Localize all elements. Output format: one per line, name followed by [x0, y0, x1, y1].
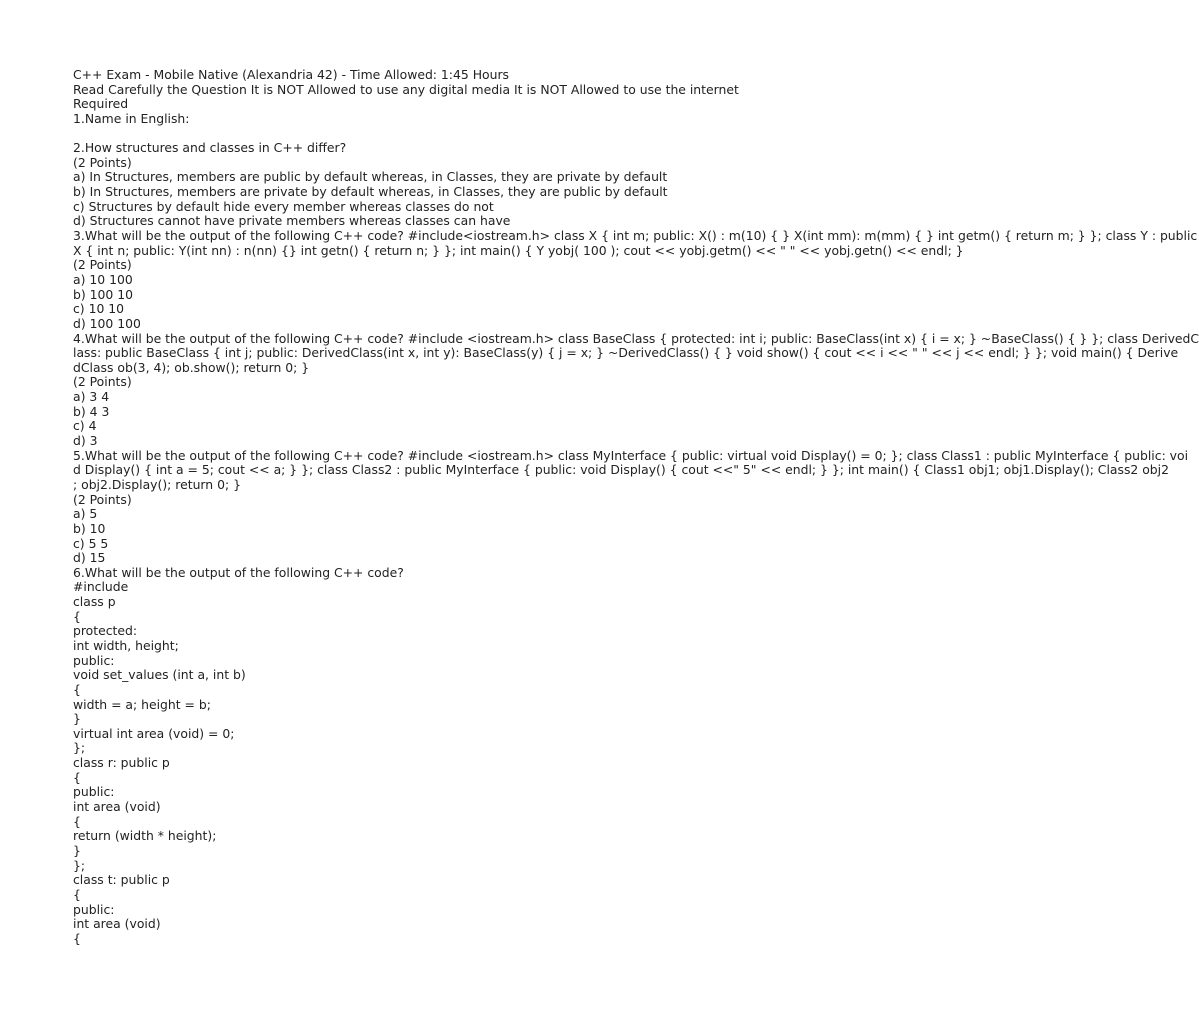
document-line: { — [73, 886, 81, 902]
document-line: int area (void) — [73, 799, 161, 815]
document-line: a) 10 100 — [73, 271, 133, 287]
document-line: b) 4 3 — [73, 403, 110, 419]
document-line: a) 5 — [73, 506, 98, 522]
document-line: int width, height; — [73, 637, 179, 653]
document-line: ; obj2.Display(); return 0; } — [73, 476, 241, 492]
document-line: }; — [73, 857, 86, 873]
document-line: virtual int area (void) = 0; — [73, 725, 235, 741]
exam-document — [73, 67, 1199, 946]
document-line: C++ Exam - Mobile Native (Alexandria 42) - Time Allowed: 1:45 Hours — [73, 67, 509, 82]
document-line: a) In Structures, members are public by default whereas, in Classes, they are private by default — [73, 169, 668, 185]
document-line: void set_values (int a, int b) — [73, 667, 246, 683]
document-line: dClass ob(3, 4); ob.show(); return 0; } — [73, 359, 310, 375]
document-line: { — [73, 608, 81, 624]
document-line: 3.What will be the output of the following C++ code? #include<iostream.h> class X { int m; public: X() : m(10) { } X(int mm): m(mm) { } int getm() { return m; } }; class Y : public — [73, 228, 1198, 244]
document-line: public: — [73, 652, 115, 668]
document-line: d) 100 100 — [73, 315, 141, 331]
document-line: X { int n; public: Y(int nn) : n(nn) {} int getn() { return n; } }; int main() { Y yobj( 100 ); cout << yobj.getm() << " " << yobj.getn() << endl; } — [73, 242, 964, 258]
document-line: public: — [73, 784, 115, 800]
document-line: public: — [73, 901, 115, 917]
document-line: class p — [73, 594, 116, 610]
document-line: protected: — [73, 623, 138, 639]
document-line: Required — [73, 96, 129, 112]
document-line: (2 Points) — [73, 374, 132, 390]
document-line: class t: public p — [73, 872, 170, 888]
document-line: { — [73, 813, 81, 829]
document-line: 5.What will be the output of the following C++ code? #include <iostream.h> class MyInterface { public: virtual void Display() = 0; }; class Class1 : public MyInterface { public: voi — [73, 447, 1189, 463]
document-line: #include — [73, 579, 129, 595]
document-line — [73, 127, 768, 142]
document-line: (2 Points) — [73, 154, 132, 170]
document-line: c) 4 — [73, 418, 97, 434]
document-line: 4.What will be the output of the following C++ code? #include <iostream.h> class BaseClass { protected: int i; public: BaseClass(int x) { i = x; } ~BaseClass() { } }; class DerivedC — [73, 330, 1199, 346]
document-line: { — [73, 930, 81, 946]
document-line: Read Carefully the Question It is NOT Allowed to use any digital media It is NOT Allowed to use the internet — [73, 81, 739, 97]
document-line: c) Structures by default hide every member whereas classes do not — [73, 198, 494, 214]
document-line: }; — [73, 740, 86, 756]
document-line: { — [73, 769, 81, 785]
document-line: int area (void) — [73, 916, 161, 932]
document-line: c) 10 10 — [73, 301, 125, 317]
document-line: lass: public BaseClass { int j; public: DerivedClass(int x, int y): BaseClass(y) { j = x; } ~DerivedClass() { } void show() { cout << i << " " << j << endl; } }; void main() { Derive — [73, 345, 1179, 361]
document-line: a) 3 4 — [73, 389, 110, 405]
document-line: class r: public p — [73, 755, 170, 771]
document-line: (2 Points) — [73, 491, 132, 507]
document-line: d) 15 — [73, 550, 106, 566]
document-line: } — [73, 842, 81, 858]
document-line: b) 10 — [73, 520, 106, 536]
document-line: 6.What will be the output of the following C++ code? — [73, 564, 404, 580]
document-line: (2 Points) — [73, 257, 132, 273]
document-line: b) 100 10 — [73, 286, 133, 302]
document-line: d) 3 — [73, 433, 98, 449]
document-line: return (width * height); — [73, 828, 217, 844]
document-line: d Display() { int a = 5; cout << a; } }; class Class2 : public MyInterface { public: void Display() { cout <<" 5" << endl; } }; int main() { Class1 obj1; obj1.Display(); Class2 obj2 — [73, 462, 1170, 478]
document-line: c) 5 5 — [73, 535, 109, 551]
document-line: 2.How structures and classes in C++ differ? — [73, 140, 347, 156]
document-line: b) In Structures, members are private by default whereas, in Classes, they are public by default — [73, 184, 668, 200]
document-line: 1.Name in English: — [73, 110, 190, 126]
document-line: { — [73, 681, 81, 697]
document-line: } — [73, 711, 81, 727]
document-line: d) Structures cannot have private members whereas classes can have — [73, 213, 511, 229]
document-line: width = a; height = b; — [73, 696, 211, 712]
